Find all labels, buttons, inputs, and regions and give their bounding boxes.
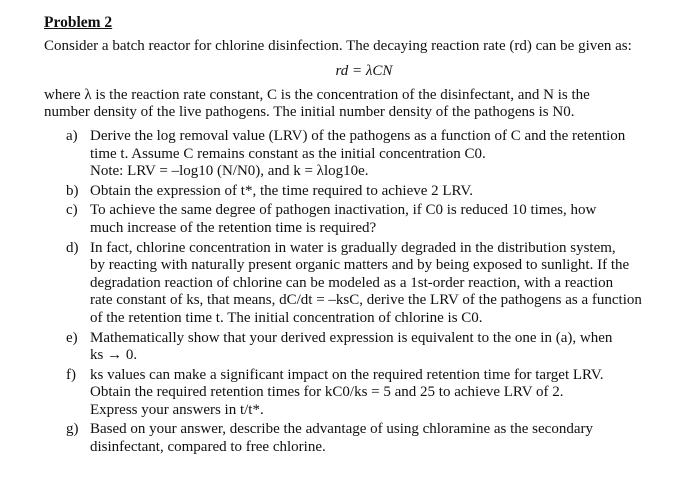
item-line: by reacting with naturally present organic matters and by being exposed to sunlight. If the (90, 257, 630, 274)
item-body (90, 202, 684, 237)
item-line: of the retention time t. The initial concentration of chlorine is C0. (90, 309, 483, 326)
question-item-c (66, 202, 684, 237)
item-body (90, 183, 684, 201)
item-line: Derive the log removal value (LRV) of the pathogens as a function of C and the retention (90, 127, 626, 144)
item-body (90, 330, 684, 365)
item-line: In fact, chlorine concentration in water is gradually degraded in the distribution system, (90, 239, 616, 256)
question-item-f (66, 367, 684, 420)
item-line: Based on your answer, describe the advantage of using chloramine as the secondary (90, 421, 593, 438)
problem-title: Problem 2 (44, 14, 113, 31)
item-line: Express your answers in t/t*. (90, 401, 264, 418)
item-line: Mathematically show that your derived expression is equivalent to the one in (a), when (90, 329, 613, 346)
item-label: e) (66, 329, 78, 346)
item-line: To achieve the same degree of pathogen inactivation, if C0 is reduced 10 times, how (90, 202, 597, 219)
rate-equation: rd = λCN (335, 63, 393, 80)
item-line: Obtain the required retention times for kC0/ks = 5 and 25 to achieve LRV of 2. (90, 384, 564, 401)
question-item-b (66, 183, 684, 201)
paragraph-line: number density of the live pathogens. The initial number density of the pathogens is N0. (44, 104, 575, 121)
item-label: f) (66, 366, 76, 383)
paragraph-line: where λ is the reaction rate constant, C is the concentration of the disinfectant, and N is the (44, 86, 590, 103)
item-body (90, 128, 684, 181)
question-item-a (66, 128, 684, 181)
question-list (44, 128, 684, 457)
item-line: degradation reaction of chlorine can be modeled as a 1st-order reaction, with a reaction (90, 274, 614, 291)
item-line: Obtain the expression of t*, the time required to achieve 2 LRV. (90, 182, 474, 199)
item-line: ks → 0. (90, 347, 138, 364)
question-item-d (66, 240, 684, 328)
item-body (90, 240, 684, 328)
definitions-paragraph (44, 87, 684, 122)
item-line: Note: LRV = –log10 (N/N0), and k = λlog10e. (90, 163, 369, 180)
item-line: rate constant of ks, that means, dC/dt = –ksC, derive the LRV of the pathogens as a function (90, 292, 642, 309)
item-line: time t. Assume C remains constant as the initial concentration C0. (90, 145, 486, 162)
item-line: disinfectant, compared to free chlorine. (90, 439, 326, 456)
item-label: d) (66, 239, 79, 256)
problem-intro: Consider a batch reactor for chlorine disinfection. The decaying reaction rate (rd) can be given as: (44, 37, 632, 54)
question-item-g (66, 421, 684, 456)
item-label: g) (66, 421, 79, 438)
item-body (90, 367, 684, 420)
item-label: a) (66, 127, 78, 144)
item-label: c) (66, 202, 78, 219)
item-body (90, 421, 684, 456)
item-line: ks values can make a significant impact on the required retention time for target LRV. (90, 366, 604, 383)
question-item-e (66, 330, 684, 365)
item-line: much increase of the retention time is required? (90, 219, 377, 236)
item-label: b) (66, 182, 79, 199)
